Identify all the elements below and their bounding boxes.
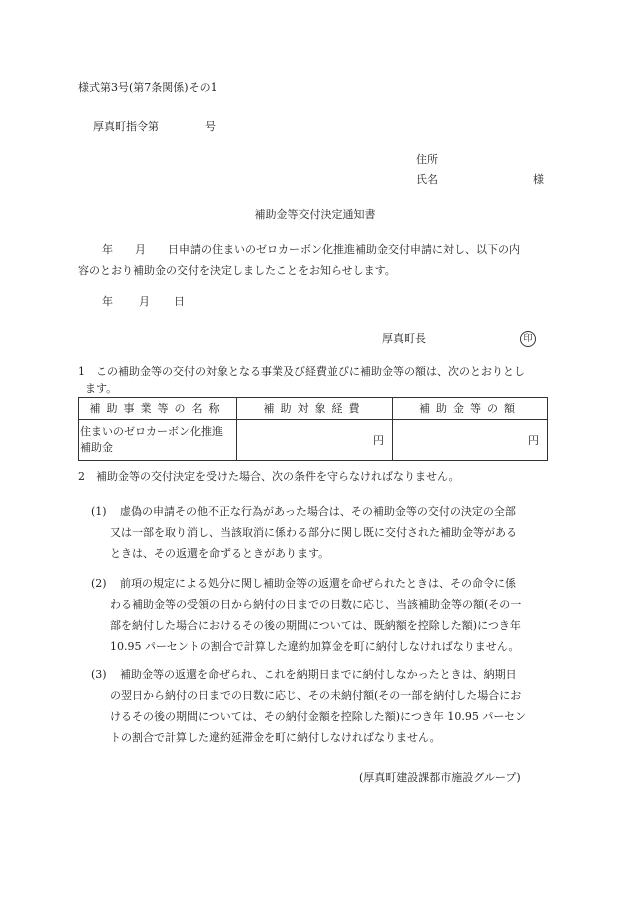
condition-line: 10.95 パーセントの割合で計算した違約加算金を町に納付しなければなりません。 — [110, 640, 520, 653]
condition-number: (2) — [91, 577, 107, 590]
intro-paragraph — [78, 239, 520, 281]
condition-text — [110, 573, 521, 657]
header-subsidy-amount: 補助金等の額 — [393, 398, 548, 420]
section-1 — [78, 361, 525, 395]
reference-suffix: 号 — [205, 120, 216, 133]
header-project-name: 補助事業等の名称 — [79, 398, 237, 420]
condition-number: (1) — [91, 505, 107, 518]
condition-line: 部を納付した場合におけるその後の期間については、既納額を控除した額)につき年 — [110, 619, 521, 632]
seal-mark: 印 — [520, 331, 536, 347]
cell-subsidy-amount: 円 — [393, 420, 548, 461]
address-label: 住所 — [416, 153, 438, 166]
condition-line: の翌日から納付の日までの日数に応じ、その未納付額(その一部を納付した場合にお — [110, 689, 522, 702]
condition-line: 前項の規定による処分に関し補助金等の返還を命ぜられたときは、その命令に係 — [120, 577, 516, 590]
table-row — [79, 420, 548, 461]
cell-eligible-cost: 円 — [237, 420, 393, 461]
date-month: 月 — [139, 295, 150, 308]
name-label: 氏名 — [416, 173, 438, 186]
condition-line: 虚偽の申請その他不正な行為があった場合は、その補助金等の交付の決定の全部 — [120, 505, 516, 518]
form-number: 様式第3号(第7条関係)その1 — [78, 81, 218, 94]
condition-line: 補助金等の返還を命ぜられ、これを納期日までに納付しなかったときは、納期日 — [120, 668, 517, 681]
subsidy-table — [78, 397, 548, 461]
condition-line: 又は一部を取り消し、当該取消に係わる部分に関し既に交付された補助金等がある — [110, 526, 517, 539]
condition-line: わる補助金等の受領の日から納付の日までの日数に応じ、当該補助金等の額(その一 — [110, 598, 522, 611]
reference-prefix: 厚真町指令第 — [93, 120, 159, 133]
cell-project-name — [79, 420, 237, 461]
condition-line: けるその後の期間については、その納付金額を控除した額)につき年 10.95 パーセン — [110, 710, 527, 723]
section-1-line: ます。 — [85, 382, 118, 395]
project-name-line2: 補助金 — [80, 441, 113, 454]
intro-line: 容のとおり補助金の交付を決定しましたことをお知らせします。 — [78, 264, 396, 277]
footer-department: (厚真町建設課都市施設グループ) — [359, 771, 521, 784]
condition-line: トの割合で計算した違約延滞金を町に納付しなければなりません。 — [110, 731, 441, 744]
date-day: 日 — [174, 295, 185, 308]
honorific: 様 — [533, 173, 544, 186]
intro-line: 年 月 日申請の住まいのゼロカーボン化推進補助金交付申請に対し、以下の内 — [102, 243, 520, 256]
date-year: 年 — [102, 295, 113, 308]
section-2: 2 補助金等の交付決定を受けた場合、次の条件を守らなければなりません。 — [78, 470, 460, 483]
condition-text — [110, 501, 517, 564]
document-title: 補助金等交付決定通知書 — [254, 208, 376, 221]
condition-line: ときは、その返還を命ずるときがあります。 — [110, 547, 330, 560]
table-header-row — [79, 398, 548, 420]
project-name-line1: 住まいのゼロカーボン化推進 — [80, 425, 223, 438]
issuer-title: 厚真町長 — [382, 332, 426, 345]
condition-text — [110, 664, 526, 748]
header-eligible-cost: 補助対象経費 — [237, 398, 393, 420]
condition-number: (3) — [91, 668, 107, 681]
section-1-line: 1 この補助金等の交付の対象となる事業及び経費並びに補助金等の額は、次のとおりとし — [78, 365, 525, 378]
